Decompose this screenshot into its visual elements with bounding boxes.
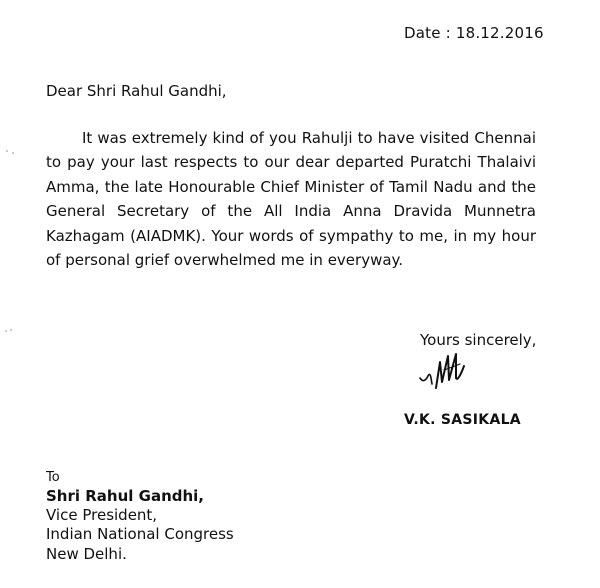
letter-date: Date : 18.12.2016 <box>404 24 544 42</box>
letter-body: It was extremely kind of you Rahulji to have visited Chennai to pay your last respects to our dear departed Puratchi Thalaivi Amma, the late Honourable Chief Minister of Tamil Nadu and the General Secretary of the All India Anna Dravida Munnetra Kazhagam (AIADMK). Your words of sympathy to me, in my hour of personal grief overwhelmed me in everyway. <box>46 129 536 270</box>
recipient-city: New Delhi. <box>46 544 127 563</box>
closing: Yours sincerely, <box>420 331 537 349</box>
scan-speck <box>5 330 7 332</box>
signer-name: V.K. SASIKALA <box>404 412 521 428</box>
recipient-address <box>46 487 234 564</box>
handwritten-signature <box>418 348 478 394</box>
recipient-organization: Indian National Congress <box>46 525 234 544</box>
recipient-name: Shri Rahul Gandhi, <box>46 487 205 505</box>
scan-speck <box>10 329 12 331</box>
to-label: To <box>46 470 60 485</box>
scan-speck <box>12 152 14 154</box>
recipient-title: Vice President, <box>46 506 158 525</box>
scan-speck <box>6 150 8 152</box>
salutation: Dear Shri Rahul Gandhi, <box>46 82 227 100</box>
